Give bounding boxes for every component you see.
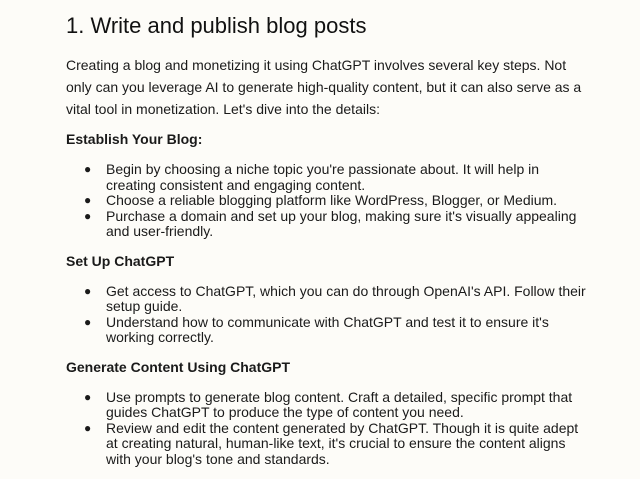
bullet-list-establish-blog xyxy=(66,162,586,240)
bullet-icon: ● xyxy=(84,162,92,176)
bullet-icon: ● xyxy=(84,389,92,404)
list-item xyxy=(66,284,586,315)
intro-paragraph: Creating a blog and monetizing it using ChatGPT involves several key steps. Not only can you leverage AI to generate high-quality content, but it can also serve as a vital tool in monetization. Let's dive into the details: xyxy=(66,57,582,117)
list-item-text: Purchase a domain and set up your blog, making sure it's visually appealing and user-friendly. xyxy=(106,207,577,239)
list-item xyxy=(66,421,586,468)
document-page xyxy=(66,12,586,479)
bullet-icon: ● xyxy=(84,420,92,435)
page-title: 1. Write and publish blog posts xyxy=(66,13,367,38)
bullet-icon: ● xyxy=(84,193,92,207)
list-item xyxy=(66,209,586,240)
list-item xyxy=(66,193,586,209)
section-heading-generate-content: Generate Content Using ChatGPT xyxy=(66,358,291,375)
section-heading-setup-chatgpt: Set Up ChatGPT xyxy=(66,252,175,269)
list-item-text: Begin by choosing a niche topic you're passionate about. It will help in creating consistent and engaging content. xyxy=(106,161,540,193)
bullet-icon: ● xyxy=(84,283,92,298)
bullet-icon: ● xyxy=(84,314,92,329)
list-item-text: Get access to ChatGPT, which you can do through OpenAI's API. Follow their setup guide. xyxy=(106,282,586,314)
list-item-text: Use prompts to generate blog content. Craft a detailed, specific prompt that guides ChatGPT to produce the type of content you need. xyxy=(106,388,573,420)
list-item-text: Review and edit the content generated by ChatGPT. Though it is quite adept at creating natural, human-like text, it's crucial to ensure the content aligns with your blog's tone and standards. xyxy=(106,419,579,467)
list-item-text: Choose a reliable blogging platform like WordPress, Blogger, or Medium. xyxy=(106,192,558,208)
bullet-list-generate-content xyxy=(66,390,586,468)
list-item-text: Understand how to communicate with ChatGPT and test it to ensure it's working correctly. xyxy=(106,313,549,345)
section-heading-establish-blog: Establish Your Blog: xyxy=(66,131,203,147)
bullet-icon: ● xyxy=(84,208,92,223)
list-item xyxy=(66,162,586,193)
bullet-list-setup-chatgpt xyxy=(66,284,586,346)
list-item xyxy=(66,315,586,346)
list-item xyxy=(66,390,586,421)
